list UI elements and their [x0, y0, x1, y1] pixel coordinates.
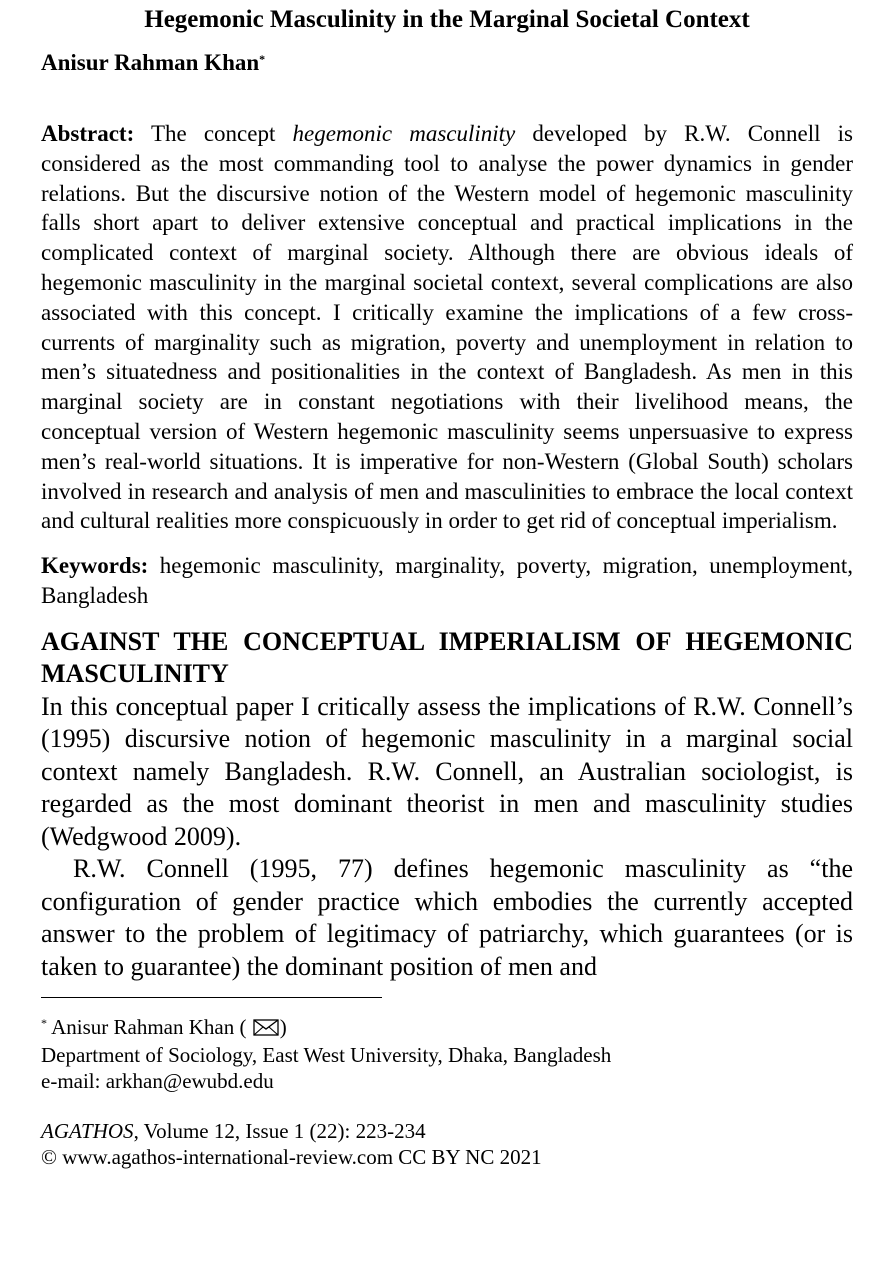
journal-details: , Volume 12, Issue 1 (22): 223-234 — [133, 1119, 426, 1144]
abstract-italic-term: hegemonic masculinity — [292, 121, 516, 146]
footnote — [41, 1014, 853, 1094]
footnote-department: Department of Sociology, East West University, Dhaka, Bangladesh — [41, 1043, 612, 1068]
author-name: Anisur Rahman Khan — [41, 50, 260, 75]
abstract-text-rest: developed by R.W. Connell is considered as the most commanding tool to analyse the power dynamics in gender relations. But the discursive notion of the Western model of hegemonic masculinity falls short apart to deliver extensive conceptual and practical implications in the complicated context of marginal society. Although there are obvious ideals of hegemonic masculinity in the marginal societal context, several complications are also associated with this concept. I critically examine the implications of a few cross-currents of marginality such as migration, poverty and unemployment in relation to men’s situatedness and positionalities in the context of Bangladesh. As men in this marginal society are in constant negotiations with their livelihood means, the conceptual version of Western hegemonic masculinity seems unpersuasive to express men’s real-world situations. It is imperative for non-Western (Global South) scholars involved in research and analysis of men and masculinities to embrace the local context and cultural realities more conspicuously in order to get rid of conceptual imperialism. — [41, 121, 854, 534]
journal-copyright[interactable]: © www.agathos-international-review.com CC BY NC 2021 — [41, 1145, 542, 1170]
body-paragraph-2: R.W. Connell (1995, 77) defines hegemonic masculinity as “the configuration of gender practice which embodies the currently accepted answer to the problem of legitimacy of patriarchy, which guarantees (or is taken to guarantee) the dominant position of men and — [41, 854, 853, 981]
paper-page — [41, 0, 853, 1170]
keywords — [41, 551, 853, 611]
footnote-author-text: Anisur Rahman Khan ( — [47, 1015, 252, 1040]
footnote-author-close: ) — [279, 1015, 287, 1040]
abstract-text-start: The concept — [134, 121, 293, 146]
section-heading: AGAINST THE CONCEPTUAL IMPERIALISM OF HEGEMONIC MASCULINITY — [41, 626, 853, 689]
footnote-author-line — [41, 1014, 853, 1042]
abstract-label: Abstract: — [41, 121, 135, 146]
footnote-divider — [41, 997, 382, 998]
journal-name: AGATHOS — [41, 1119, 134, 1144]
keywords-label: Keywords: — [41, 553, 149, 579]
footnote-marker: * — [41, 1016, 47, 1031]
journal-info — [41, 1118, 853, 1170]
abstract — [41, 119, 853, 536]
author-line — [41, 49, 853, 77]
journal-citation — [41, 1118, 853, 1144]
author-footnote-marker: * — [259, 52, 266, 66]
footnote-email[interactable]: e-mail: arkhan@ewubd.edu — [41, 1069, 274, 1094]
keywords-text: hegemonic masculinity, marginality, poverty, migration, unemployment, Bangladesh — [41, 553, 853, 608]
paper-title: Hegemonic Masculinity in the Marginal Societal Context — [144, 6, 750, 33]
body-paragraph-1: In this conceptual paper I critically assess the implications of R.W. Connell’s (1995) discursive notion of hegemonic masculinity in a marginal social context namely Bangladesh. R.W. Connell, an Australian sociologist, is regarded as the most dominant theorist in men and masculinity studies (Wedgwood 2009). — [41, 691, 853, 851]
envelope-icon[interactable] — [253, 1016, 279, 1042]
